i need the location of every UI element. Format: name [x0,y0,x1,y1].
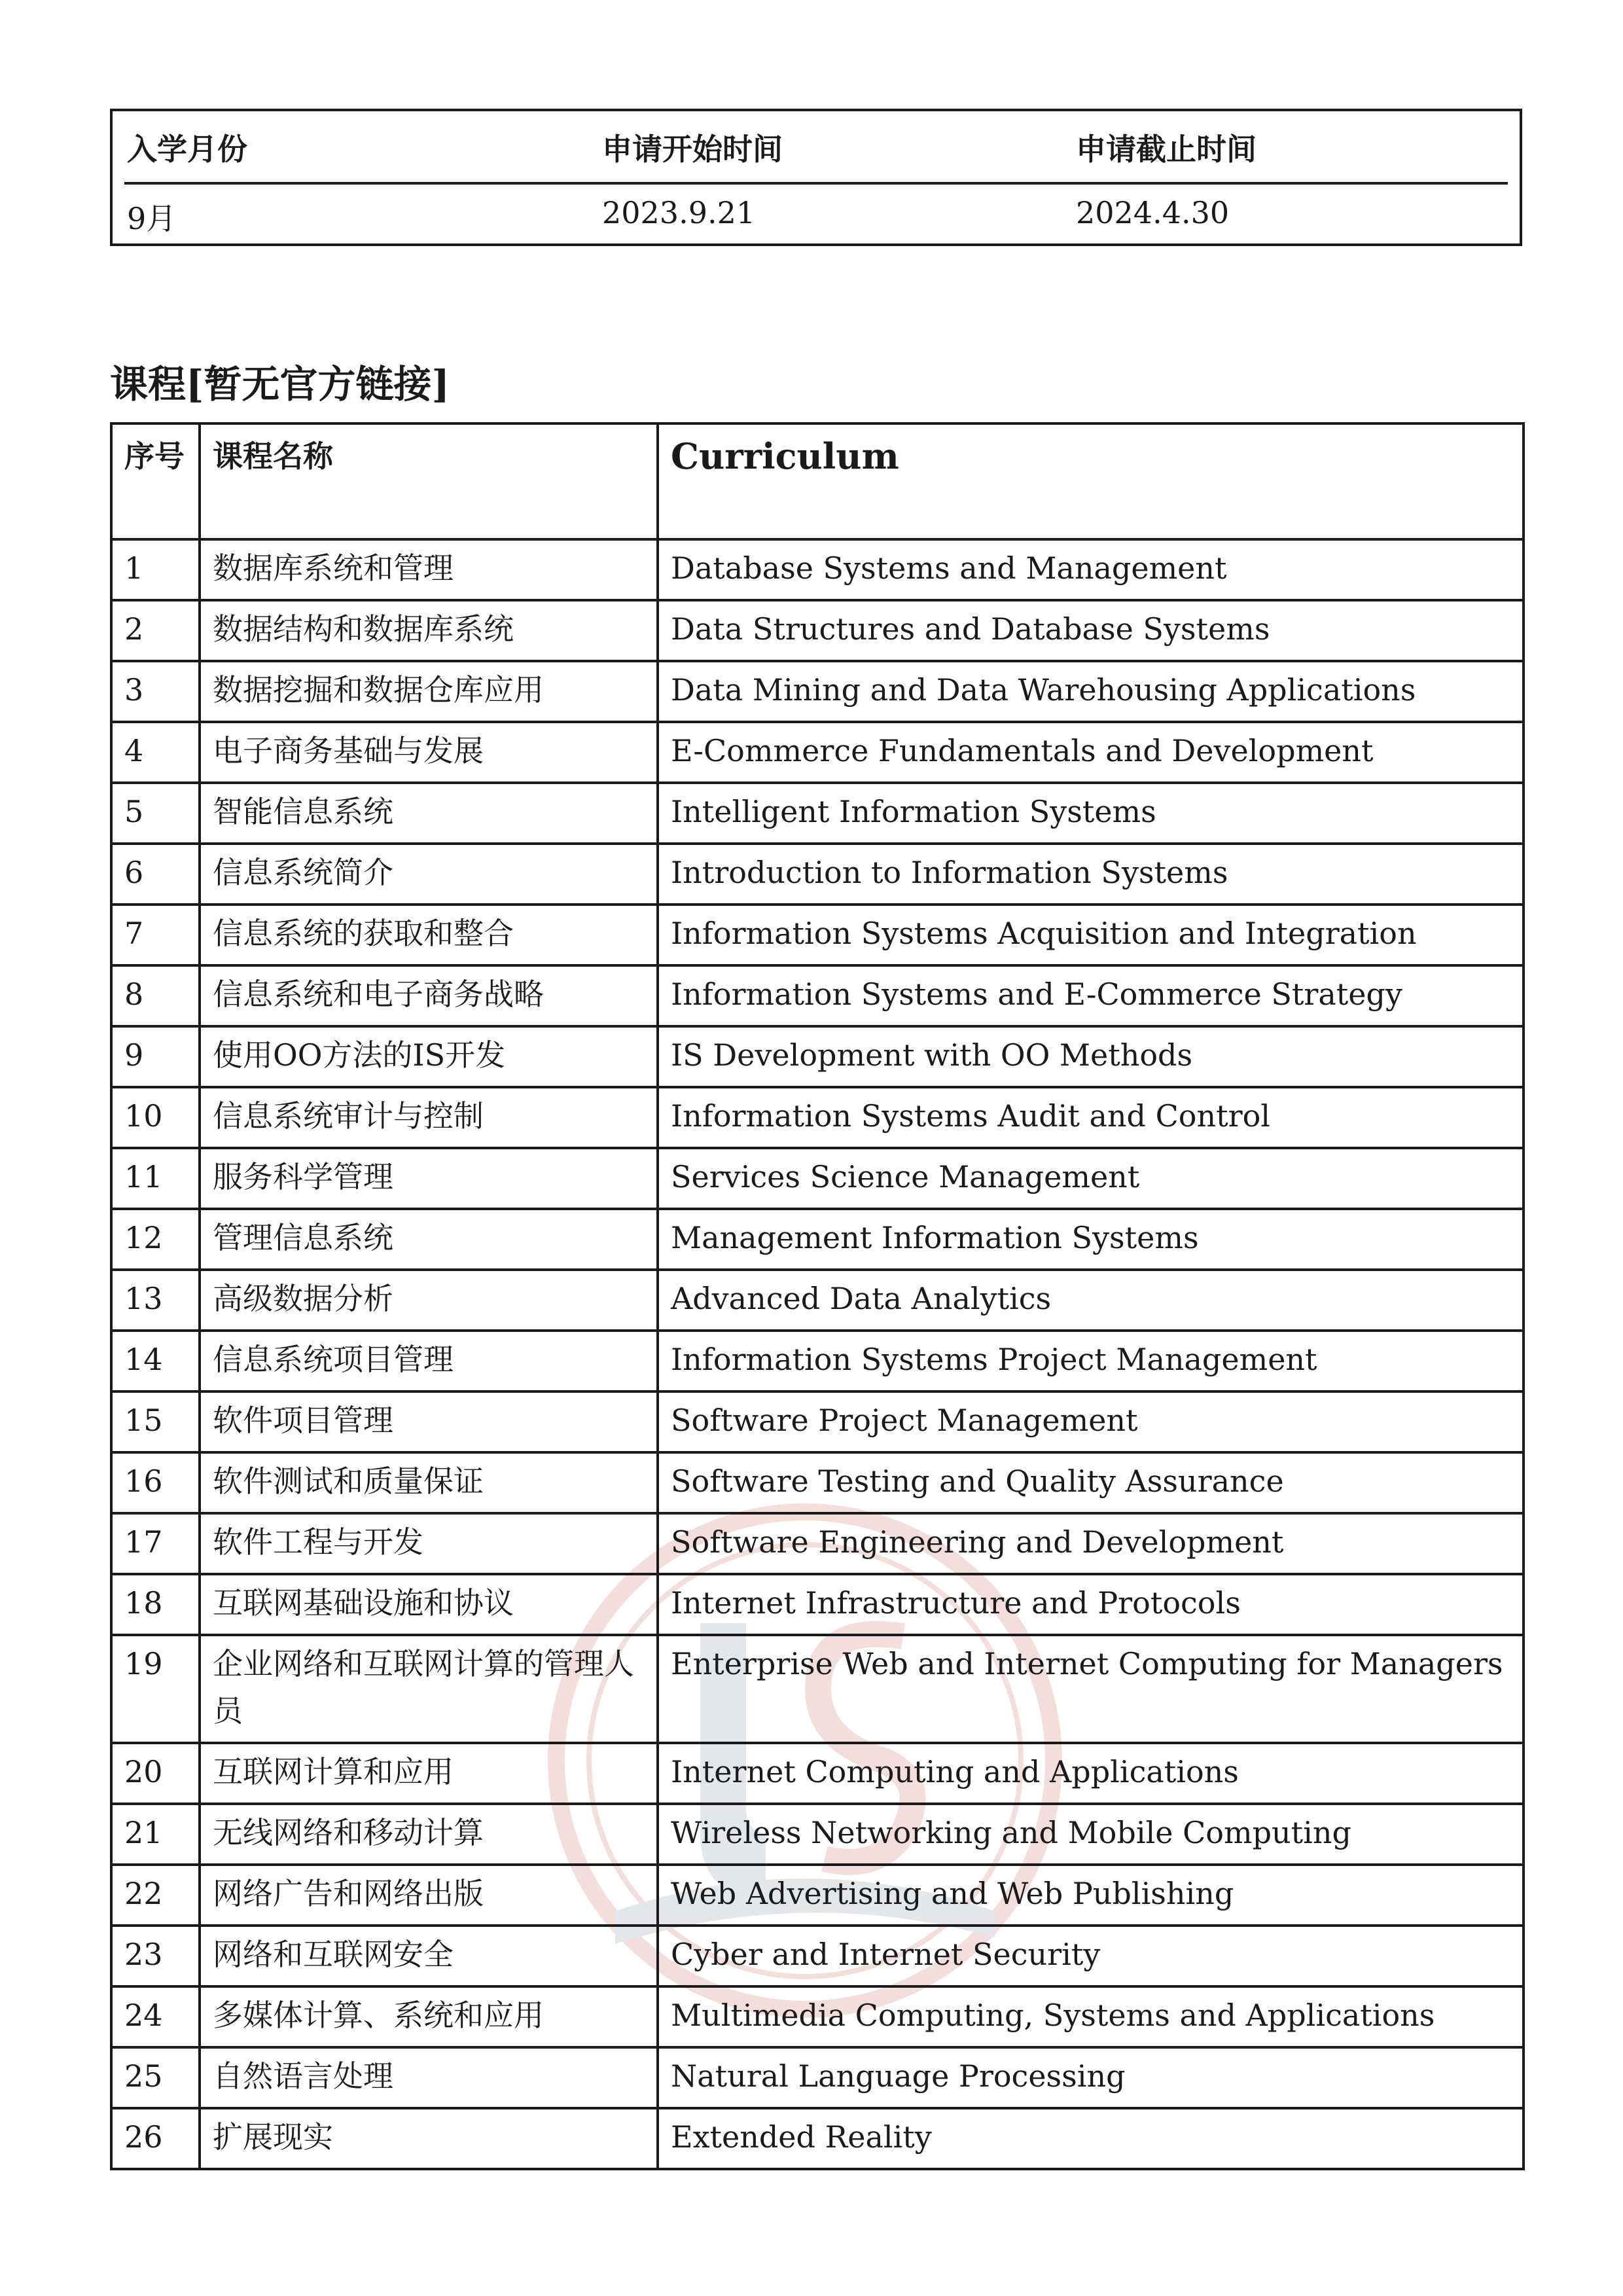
course-name-cell: 使用OO方法的IS开发 [200,1026,658,1087]
course-number-cell: 6 [111,844,200,905]
curriculum-cell: Multimedia Computing, Systems and Applications [658,1986,1524,2047]
curriculum-cell: Introduction to Information Systems [658,844,1524,905]
course-table-body [111,539,1524,2169]
table-row [111,1209,1524,1270]
course-number-cell: 11 [111,1148,200,1209]
course-name-column-header: 课程名称 [200,423,658,539]
curriculum-cell: Software Testing and Quality Assurance [658,1452,1524,1513]
table-row [111,783,1524,844]
table-row [111,1026,1524,1087]
course-number-cell: 10 [111,1087,200,1148]
course-number-cell: 14 [111,1331,200,1391]
course-number-cell: 21 [111,1804,200,1865]
table-row [111,2047,1524,2108]
curriculum-cell: Data Structures and Database Systems [658,600,1524,661]
course-number-cell: 23 [111,1926,200,1986]
course-name-cell: 信息系统审计与控制 [200,1087,658,1148]
course-name-cell: 服务科学管理 [200,1148,658,1209]
curriculum-cell: Enterprise Web and Internet Computing for Managers [658,1635,1524,1743]
table-row [111,1743,1524,1804]
curriculum-cell: Information Systems Acquisition and Integration [658,905,1524,965]
course-name-cell: 信息系统的获取和整合 [200,905,658,965]
course-name-cell: 软件项目管理 [200,1391,658,1452]
curriculum-cell: Information Systems and E-Commerce Strategy [658,965,1524,1026]
curriculum-cell: Natural Language Processing [658,2047,1524,2108]
table-row [111,905,1524,965]
curriculum-cell: Software Project Management [658,1391,1524,1452]
intake-table [110,109,1522,246]
course-number-cell: 3 [111,661,200,722]
table-row [111,844,1524,905]
course-name-cell: 数据库系统和管理 [200,539,658,600]
course-name-cell: 软件工程与开发 [200,1513,658,1574]
course-number-cell: 2 [111,600,200,661]
course-number-cell: 19 [111,1635,200,1743]
number-column-header: 序号 [111,423,200,539]
course-name-cell: 网络广告和网络出版 [200,1865,658,1926]
course-name-cell: 信息系统项目管理 [200,1331,658,1391]
curriculum-cell: Web Advertising and Web Publishing [658,1865,1524,1926]
table-row [111,722,1524,783]
curriculum-cell: Cyber and Internet Security [658,1926,1524,1986]
curriculum-cell: Data Mining and Data Warehousing Applications [658,661,1524,722]
course-name-cell: 信息系统和电子商务战略 [200,965,658,1026]
course-table [110,422,1525,2170]
course-number-cell: 1 [111,539,200,600]
table-row [111,1087,1524,1148]
table-row [111,539,1524,600]
course-number-cell: 22 [111,1865,200,1926]
course-name-cell: 电子商务基础与发展 [200,722,658,783]
course-name-cell: 自然语言处理 [200,2047,658,2108]
course-table-header [111,423,1524,539]
course-number-cell: 18 [111,1574,200,1635]
curriculum-cell: Advanced Data Analytics [658,1270,1524,1331]
course-name-cell: 智能信息系统 [200,783,658,844]
table-row [111,1986,1524,2047]
application-deadline-value: 2024.4.30 [1076,195,1230,230]
curriculum-cell: Internet Computing and Applications [658,1743,1524,1804]
table-row [111,600,1524,661]
intake-month-header: 入学月份 [127,132,247,167]
table-row [111,1865,1524,1926]
course-name-cell: 数据挖掘和数据仓库应用 [200,661,658,722]
section-title: 课程[暂无官方链接] [110,362,450,406]
course-number-cell: 17 [111,1513,200,1574]
course-name-cell: 软件测试和质量保证 [200,1452,658,1513]
course-number-cell: 26 [111,2108,200,2169]
curriculum-cell: Management Information Systems [658,1209,1524,1270]
course-number-cell: 16 [111,1452,200,1513]
table-row [111,1574,1524,1635]
application-start-header: 申请开始时间 [602,132,783,167]
course-name-cell: 高级数据分析 [200,1270,658,1331]
application-deadline-header: 申请截止时间 [1076,132,1257,167]
table-row [111,1926,1524,1986]
course-name-cell: 管理信息系统 [200,1209,658,1270]
table-row [111,1452,1524,1513]
course-name-cell: 扩展现实 [200,2108,658,2169]
course-name-cell: 互联网计算和应用 [200,1743,658,1804]
table-row [111,1513,1524,1574]
table-row [111,2108,1524,2169]
curriculum-cell: Wireless Networking and Mobile Computing [658,1804,1524,1865]
table-row [111,1391,1524,1452]
intake-month-value: 9月 [127,201,177,236]
course-name-cell: 企业网络和互联网计算的管理人员 [200,1635,658,1743]
table-row [111,661,1524,722]
course-number-cell: 15 [111,1391,200,1452]
course-number-cell: 13 [111,1270,200,1331]
curriculum-cell: E-Commerce Fundamentals and Development [658,722,1524,783]
application-start-value: 2023.9.21 [602,195,756,230]
table-row [111,1331,1524,1391]
curriculum-cell: IS Development with OO Methods [658,1026,1524,1087]
course-number-cell: 7 [111,905,200,965]
course-number-cell: 12 [111,1209,200,1270]
curriculum-column-header: Curriculum [658,423,1524,539]
curriculum-cell: Services Science Management [658,1148,1524,1209]
table-row [111,1148,1524,1209]
course-number-cell: 24 [111,1986,200,2047]
course-name-cell: 数据结构和数据库系统 [200,600,658,661]
curriculum-cell: Information Systems Project Management [658,1331,1524,1391]
course-name-cell: 互联网基础设施和协议 [200,1574,658,1635]
curriculum-cell: Database Systems and Management [658,539,1524,600]
course-number-cell: 4 [111,722,200,783]
curriculum-cell: Extended Reality [658,2108,1524,2169]
course-name-cell: 无线网络和移动计算 [200,1804,658,1865]
curriculum-cell: Information Systems Audit and Control [658,1087,1524,1148]
course-number-cell: 20 [111,1743,200,1804]
table-row [111,1270,1524,1331]
header-divider [124,182,1508,185]
course-name-cell: 网络和互联网安全 [200,1926,658,1986]
course-number-cell: 25 [111,2047,200,2108]
course-number-cell: 8 [111,965,200,1026]
course-number-cell: 9 [111,1026,200,1087]
curriculum-cell: Software Engineering and Development [658,1513,1524,1574]
curriculum-cell: Internet Infrastructure and Protocols [658,1574,1524,1635]
course-name-cell: 信息系统简介 [200,844,658,905]
course-name-cell: 多媒体计算、系统和应用 [200,1986,658,2047]
curriculum-cell: Intelligent Information Systems [658,783,1524,844]
table-row [111,965,1524,1026]
table-row [111,1635,1524,1743]
table-row [111,1804,1524,1865]
course-number-cell: 5 [111,783,200,844]
